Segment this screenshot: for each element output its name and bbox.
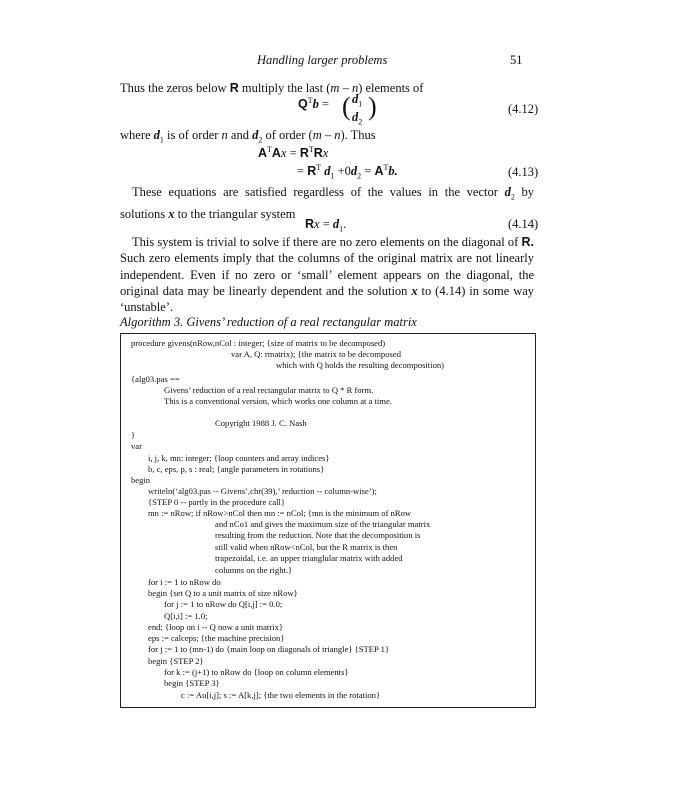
code-line: procedure givens(nRow,nCol : integer; {size of matrix to be decomposed) [131, 338, 386, 348]
code-line: end; {loop on i -- Q now a unit matrix} [148, 622, 283, 632]
code-line: begin {set Q to a unit matrix of size nRow} [148, 588, 298, 598]
code-line: var [131, 441, 142, 451]
equation-4-13-line1: $A^TAx = R^TRx$ [258, 145, 329, 161]
equation-4-14: $Rx = d_1$. [305, 217, 347, 234]
code-line: i, j, k, mn: integer; {loop counters and array indices} [148, 453, 330, 463]
code-line: still valid when nRow<nCol, but the R matrix is then [215, 542, 398, 552]
code-line: for i := 1 to nRow do [148, 577, 221, 587]
left-paren: ( [342, 92, 351, 121]
equation-4-12: $Q^Tb$ = ( $d_1$ $d_2$ ) [298, 92, 377, 126]
page-number: 51 [510, 53, 523, 67]
algorithm-caption: Algorithm 3. Givens’ reduction of a real rectangular matrix [120, 315, 417, 329]
code-line: for j := 1 to (mn-1) do {main loop on diagonals of triangle} {STEP 1} [148, 644, 390, 654]
where-line: where $d_1$ is of order n and $d_2$ of order (m – n). Thus [120, 128, 376, 145]
code-line: for k := (j+1) to nRow do {loop on column elements} [164, 667, 349, 677]
code-line: begin [131, 475, 151, 485]
code-line: columns on the right.} [215, 565, 293, 575]
code-line: eps := calceps; {the machine precision} [148, 633, 285, 643]
code-line: which with Q holds the resulting decomposition) [276, 360, 445, 370]
code-line: begin {STEP 2} [148, 656, 204, 666]
code-line: resulting from the reduction. Note that the decomposition is [215, 530, 421, 540]
eq-number-4-13: (4.13) [508, 165, 539, 179]
code-line: Copyright 1988 J. C. Nash [215, 418, 307, 428]
equation-4-13-line2: = $R^T$ $d_1 +0d_2 = A^Tb$. [297, 163, 398, 181]
code-line: Q[i,i] := 1.0; [164, 611, 208, 621]
intro-line: Thus the zeros below R multiply the last (m – n) elements of [120, 81, 424, 95]
code-line: Givens’ reduction of a real rectangular matrix to Q * R form. [164, 385, 374, 395]
paragraph-triangular-system: These equations are satisfied regardless of the values in the vector $d_2$ by solutions x to the triangular system [120, 185, 534, 221]
running-title: Handling larger problems [257, 53, 388, 67]
paragraph-stability: This system is trivial to solve if there are no zero elements on the diagonal of R. Such zero elements imply that the columns of the original matrix are not linearly independent. Even if no zero or ‘small’ element appears on the diagonal, the original data may be linearly dependent and the solution x to (4.14) in some way ‘unstable’. [120, 235, 535, 315]
vector-d: $d_1$ $d_2$ [352, 92, 363, 126]
code-line: {STEP 0 -- partly in the procedure call} [148, 497, 286, 507]
code-line: mn := nRow; if nRow>nCol then mn := nCol; {mn is the minimum of nRow [148, 508, 412, 518]
code-line: b, c, eps, p, s : real; {angle parameters in rotations} [148, 464, 325, 474]
code-line: and nCo1 and gives the maximum size of the triangular matrix [215, 519, 431, 529]
code-line: writeln(‘alg03.pas -- Givens’,chr(39),’ reduction -- column-wise’); [148, 486, 377, 496]
code-line: c := Au[i,j]; s := A[k,j]; {the two elements in the rotation} [181, 690, 381, 700]
code-line: trapezoidal, i.e. an upper trianglular matrix with added [215, 553, 403, 563]
code-line: {alg03.pas == [131, 374, 180, 384]
code-line: begin {STEP 3} [164, 678, 220, 688]
eq-number-4-14: (4.14) [508, 217, 539, 231]
code-line: for j := 1 to nRow do Q[i,j] := 0.0; [164, 599, 283, 609]
code-line: } [131, 430, 136, 440]
code-line: var A, Q: rmatrix); {the matrix to be decomposed [231, 349, 401, 359]
code-line: This is a conventional version, which works one column at a time. [164, 396, 392, 406]
right-paren: ) [368, 92, 377, 121]
eq-number-4-12: (4.12) [508, 102, 539, 116]
